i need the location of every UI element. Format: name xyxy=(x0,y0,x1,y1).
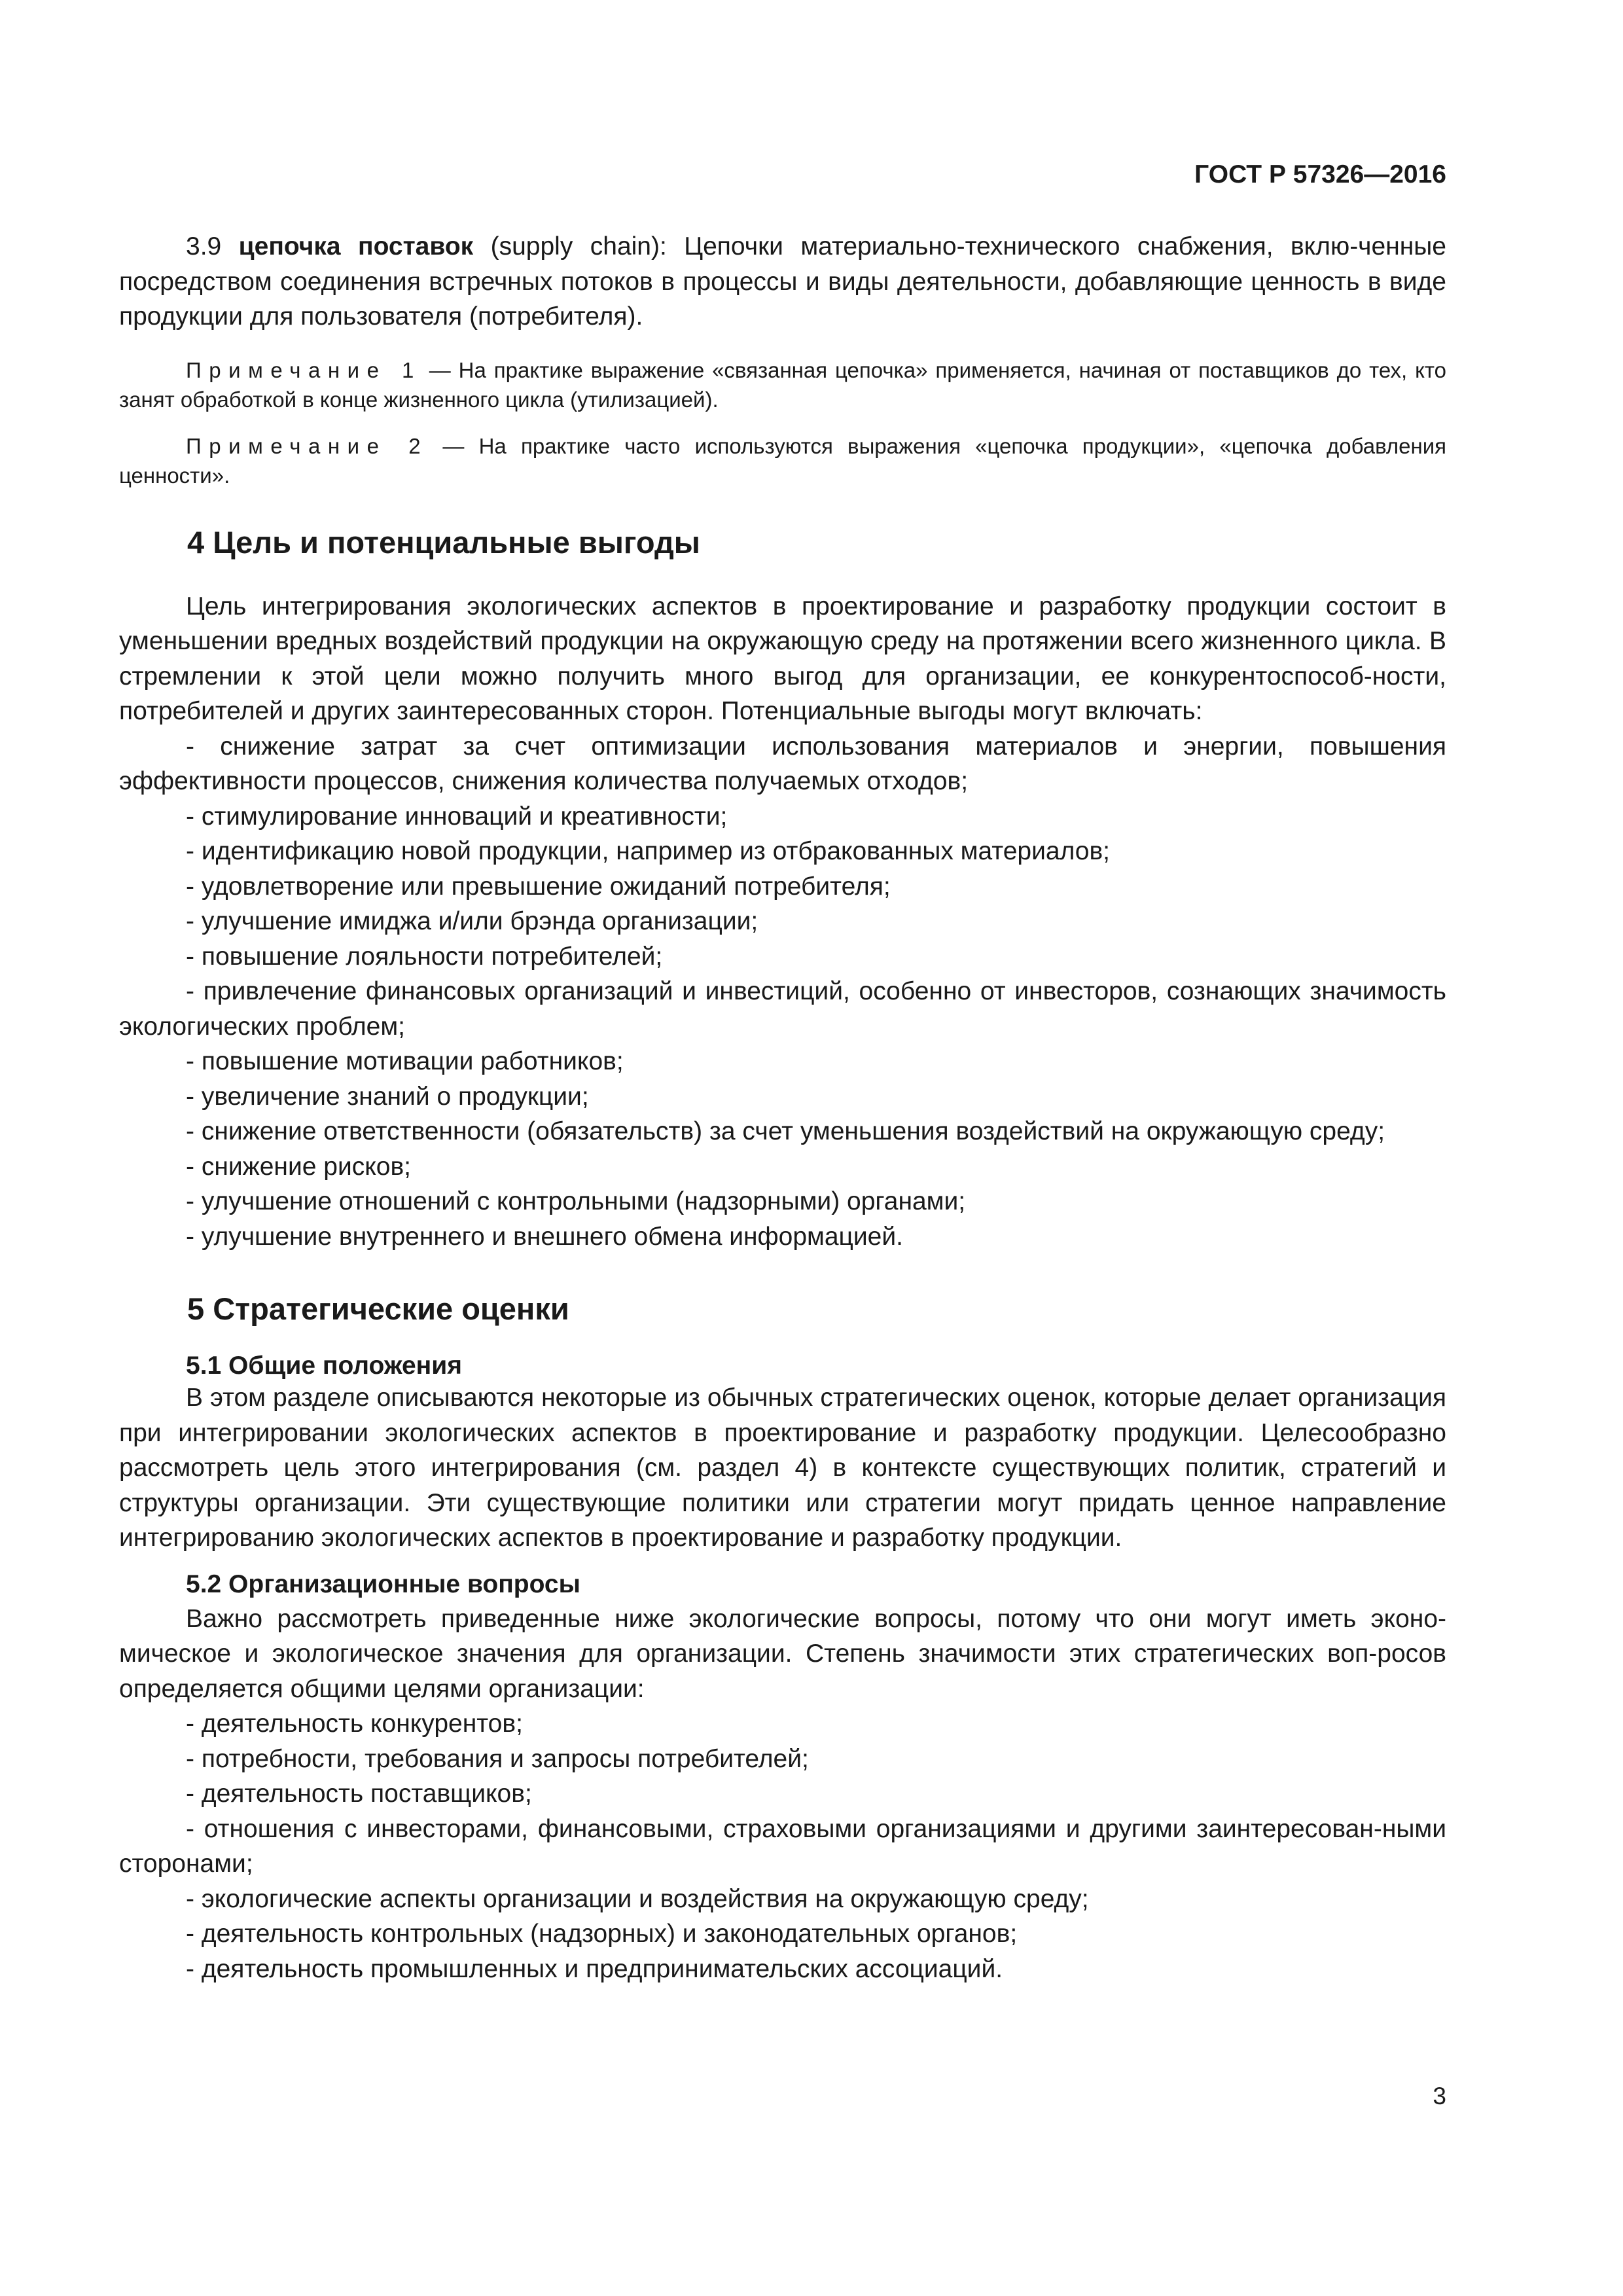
list-item: - повышение мотивации работников; xyxy=(186,1047,624,1075)
term-name: цепочка поставок xyxy=(238,232,474,260)
list-item: - улучшение отношений с контрольными (надзорными) органами; xyxy=(186,1187,966,1215)
section-5-heading: 5 Стратегические оценки xyxy=(187,1291,569,1326)
subsection-5-1-heading: 5.1 Общие положения xyxy=(186,1352,462,1380)
note-text: — На практике часто используются выражения «цепочка продукции», «цепочка добавления ценности». xyxy=(119,433,1446,488)
list-item: - стимулирование инноваций и креативности; xyxy=(186,802,728,831)
section-4-heading: 4 Цель и потенциальные выгоды xyxy=(187,524,700,560)
note-label: Примечание 2 xyxy=(186,433,429,458)
list-item: - улучшение внутреннего и внешнего обмена информацией. xyxy=(186,1222,903,1251)
subsection-5-2-heading: 5.2 Организационные вопросы xyxy=(186,1570,580,1598)
list-item: - потребности, требования и запросы потребителей; xyxy=(186,1744,809,1773)
list-item: - снижение затрат за счет оптимизации использования материалов и энергии, повышения эффективности процессов, снижения количества получаемых отходов; xyxy=(119,732,1446,795)
page-content xyxy=(119,229,1446,1986)
section-4-intro: Цель интегрирования экологических аспектов в проектирование и разработку продукции состоит в уменьшении вредных воздействий продукции на окружающую среду на протяжении всего жизненного цикла. В стремлении к этой цели можно получить много выгод для организации, ее конкурентоспособ-ности, потребителей и других заинтересованных сторон. Потенциальные выгоды могут включать: xyxy=(119,592,1446,725)
list-item: - идентификацию новой продукции, например из отбракованных материалов; xyxy=(186,837,1111,865)
list-item: - повышение лояльности потребителей; xyxy=(186,942,663,971)
list-item: - деятельность конкурентов; xyxy=(186,1710,523,1738)
term-number: 3.9 xyxy=(186,232,222,260)
page-number: 3 xyxy=(1433,2083,1446,2109)
list-item: - снижение рисков; xyxy=(186,1152,411,1181)
term-definition xyxy=(119,229,1446,334)
note-1 xyxy=(119,355,1446,414)
list-item: - увеличение знаний о продукции; xyxy=(186,1082,589,1111)
list-item: - улучшение имиджа и/или брэнда организации; xyxy=(186,907,758,935)
note-2 xyxy=(119,431,1446,490)
list-item: - привлечение финансовых организаций и инвестиций, особенно от инвесторов, сознающих значимость экологических проблем; xyxy=(119,977,1446,1041)
list-item: - экологические аспекты организации и воздействия на окружающую среду; xyxy=(186,1884,1089,1913)
list-item: - отношения с инвесторами, финансовыми, страховыми организациями и другими заинтересован-ными сторонами; xyxy=(119,1814,1446,1878)
list-item: - деятельность промышленных и предпринимательских ассоциаций. xyxy=(186,1954,1003,1983)
subsection-5-2-text: Важно рассмотреть приведенные ниже экологические вопросы, потому что они могут иметь эконо-мическое и экологическое значения для организации. Степень значимости этих стратегических воп-росов определяется общими целями организации: xyxy=(119,1604,1446,1703)
term-text: (supply chain): Цепочки материально-технического снабжения, вклю-ченные посредством соединения встречных потоков в процессы и виды деятельности, добавляющие ценность в виде продукции для пользователя (потребителя). xyxy=(119,232,1446,331)
list-item: - удовлетворение или превышение ожиданий потребителя; xyxy=(186,872,891,901)
note-label: Примечание 1 xyxy=(186,357,421,382)
list-item: - деятельность контрольных (надзорных) и законодательных органов; xyxy=(186,1920,1018,1948)
subsection-5-1-text: В этом разделе описываются некоторые из обычных стратегических оценок, которые делает организация при интегрировании экологических аспектов в проектирование и разработку продукции. Целесообразно рассмотреть цель этого интегрирования (см. раздел 4) в контексте существующих политик, стратегий и структуры организации. Эти существующие политики или стратегии могут придать ценное направление интегрированию экологических аспектов в проектирование и разработку продукции. xyxy=(119,1384,1446,1552)
note-text: — На практике выражение «связанная цепочка» применяется, начиная от поставщиков до тех, кто занят обработкой в конце жизненного цикла (утилизацией). xyxy=(119,357,1446,412)
document-code: ГОСТ Р 57326—2016 xyxy=(1194,160,1446,188)
list-item: - снижение ответственности (обязательств) за счет уменьшения воздействий на окружающую среду; xyxy=(186,1117,1385,1145)
list-item: - деятельность поставщиков; xyxy=(186,1780,532,1808)
